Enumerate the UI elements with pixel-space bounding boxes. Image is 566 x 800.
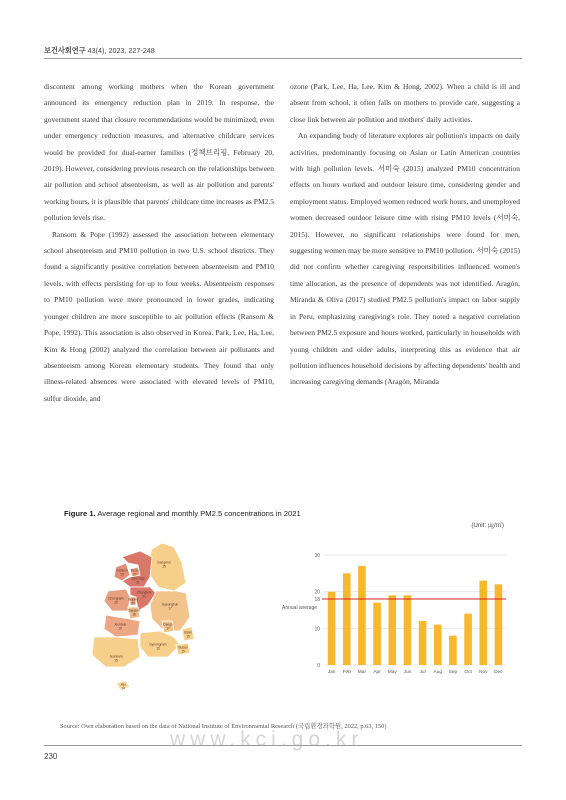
map-region-gangwon [148,543,186,591]
map-region-value-seoul: 20 [133,572,137,577]
bar-apr [373,603,381,665]
figure-unit: (Unit: ㎍/㎥) [471,522,504,529]
map-region-name-gyeongnam: Gyeongnam [149,642,167,647]
map-region-name-busan: Busan [178,645,188,650]
monthly-pm25-bar-chart [276,545,512,681]
journal-name: 보건사회연구 [44,46,86,55]
watermark: www.kci.go.kr [170,728,364,751]
x-tick-label: Mar [357,670,367,675]
map-region-jeonnam [92,637,140,667]
figure-title: Average regional and monthly PM2.5 concentrations in 2021 [97,509,301,518]
x-tick-label: Jul [419,670,426,675]
map-region-name-ulsan: Ulsan [183,630,193,635]
map-region-chungnam [104,589,130,611]
map-region-name-incheon: Incheon [116,568,128,573]
bar-mar [358,566,366,665]
running-header [44,46,155,56]
map-region-jeju [116,681,130,691]
right-paragraph-1: ozone (Park, Lee, Ha, Lee, Kim & Hong, 2002). When a child is ill and absent from school, it often falls on mothers to provide care, suggesting a close link between air pollution and mothers' daily activities. [290,82,520,124]
x-tick-label: Oct [464,670,472,675]
map-region-value-incheon: 20 [120,572,124,577]
y-tick-label: 20 [314,589,320,596]
left-paragraph-2: Ransom & Pope (1992) assessed the association between elementary school absenteeism and PM10 pollution in two U.S. school districts. They found a significantly positive correlation between absenteeism and PM10 levels, with effects persisting for up to four weeks. Absenteeism responses to PM10 pollution were more pronounced in lower grades, indicating younger children are more susceptible to air pollution effects (Ransom & Pope, 1992). This association is also observed in Korea. Park, Lee, Ha, Lee, Kim & Hong (2002) analyzed the correlation between air pollutants and absenteeism among Korean elementary students. They found that only illness-related absences were associated with elevated levels of PM10, sulfur dioxide, and [44,229,274,403]
map-region-name-gyeonggi: Gyeonggi [131,576,145,581]
map-region-name-daegu: Daegu [163,622,173,627]
map-region-name-chungbuk: Chungbuk [136,590,152,595]
x-tick-label: Jan [327,670,336,675]
map-region-shape-jeonnam [92,637,140,667]
map-region-busan [176,643,190,655]
map-region-value-jeonbuk: 19 [118,626,122,631]
regional-pm25-map [64,535,264,695]
left-column [44,79,274,407]
right-column [290,79,520,391]
x-tick-label: Apr [373,670,381,675]
map-region-name-seoul: Seoul [130,568,140,573]
map-region-value-ulsan: 15 [186,634,190,639]
x-tick-label: Nov [478,670,488,675]
x-tick-label: Sep [448,670,458,675]
header-divider [44,58,522,59]
figure-label: Figure 1. [64,509,96,518]
map-region-value-jeonnam: 15 [114,658,118,663]
map-region-value-daejeon: 18 [132,612,136,617]
journal-issue: 43(4), 2023, 227-248 [87,46,155,55]
map-region-name-gangwon: Gangwon [157,560,171,565]
map-region-value-chungbuk: 21 [142,594,146,599]
figure-source: Source: Own elaboration based on the data of National Institute of Environmental Research (국립환경과학원, 2022, p.63, 150) [60,723,387,730]
map-region-name-sejong: Sejong [128,597,138,602]
y-tick-label: 10 [314,626,320,633]
bar-jun [404,595,412,665]
map-region-name-jeonbuk: Jeonbuk [113,622,127,627]
figure-caption [64,509,301,518]
map-region-value-gyeongbuk: 17 [168,606,172,611]
y-tick-label: 0 [317,663,320,669]
map-region-shape-gangwon [148,543,186,591]
bar-jan [328,592,336,665]
x-tick-label: Dec [494,670,503,675]
x-tick-label: Feb [342,670,351,675]
bar-feb [343,573,351,665]
map-region-value-gyeonggi: 21 [136,580,140,585]
map-region-name-daejeon: Daejeon [128,608,140,613]
map-region-name-jeju: Jeju [120,682,126,687]
map-region-value-gangwon: 15 [162,564,166,569]
map-region-value-gyeongnam: 15 [156,646,160,651]
page-number: 230 [44,752,58,761]
map-region-name-jeonnam: Jeonnam [109,654,123,659]
map-region-value-sejong: 20 [131,601,135,606]
map-region-name-gyeongbuk: Gyeongbuk [161,602,179,607]
bar-oct [464,614,472,665]
x-tick-label: May [387,670,397,675]
right-paragraph-2: An expanding body of literature explores air pollution's impacts on daily activities, predominantly focusing on Asian or Latin American countries with high pollution levels. 서미숙 (2015) analyzed PM10 concentration effects on hours worked and outdoor leisure time, considering gender and employment status. Employed women reduced work hours, and unemployed women decreased outdoor leisure time with rising PM10 levels (서미숙, 2015). However, no significant relationships were found for men, suggesting women may be more sensitive to PM10 pollution. 서미숙 (2015) did not confirm whether caregiving responsibilities influenced women's time allocation, as the presence of dependents was not identified. Aragón, Miranda & Oliva (2017) studied PM2.5 pollution's impact on labor supply in Peru, emphasizing caregiving's role. They noted a negative correlation between PM2.5 exposure and hours worked, particularly in households with young children and older adults, interpreting this as evidence that air pollution influences household decisions by affecting dependents' health and increasing caregiving demands (Aragón, Miranda [290,131,520,387]
map-region-value-chungnam: 20 [114,600,118,605]
bar-dec [495,584,503,665]
x-tick-label: Jun [403,670,412,675]
left-paragraph-1: discontent among working mothers when the Korean government announced its emergency reduction plan in 2019. In response, the government stated that closure recommendations would be minimized, even under emergency reduction measures, and alternative childcare services would be provided for dual-earner families (정책브리핑, February 20, 2019). However, considering previous research on the relationships between air pollution and school absenteeism, as well as air pollution and parents' working hours, it is plausible that parents' childcare time increases as PM2.5 pollution levels rise. [44,82,274,223]
annual-average-tick-label: 18 [314,597,320,603]
map-region-daegu [162,621,174,633]
map-region-value-busan: 15 [181,649,185,654]
bar-sep [449,636,457,665]
footer-divider [44,745,522,746]
map-region-ulsan [182,627,194,641]
map-region-value-daegu: 17 [166,626,170,631]
x-tick-label: Aug [433,670,443,675]
y-tick-label: 30 [314,553,320,559]
map-region-daejeon [128,607,140,619]
annual-average-label: Annual average [282,605,318,611]
bar-aug [434,625,442,665]
map-region-value-jeju: 14 [121,686,125,691]
bar-may [388,595,396,665]
bar-nov [479,581,487,665]
bar-jul [419,621,427,665]
map-region-name-chungnam: Chungnam [108,596,124,601]
map-region-gyeongnam [140,631,180,657]
